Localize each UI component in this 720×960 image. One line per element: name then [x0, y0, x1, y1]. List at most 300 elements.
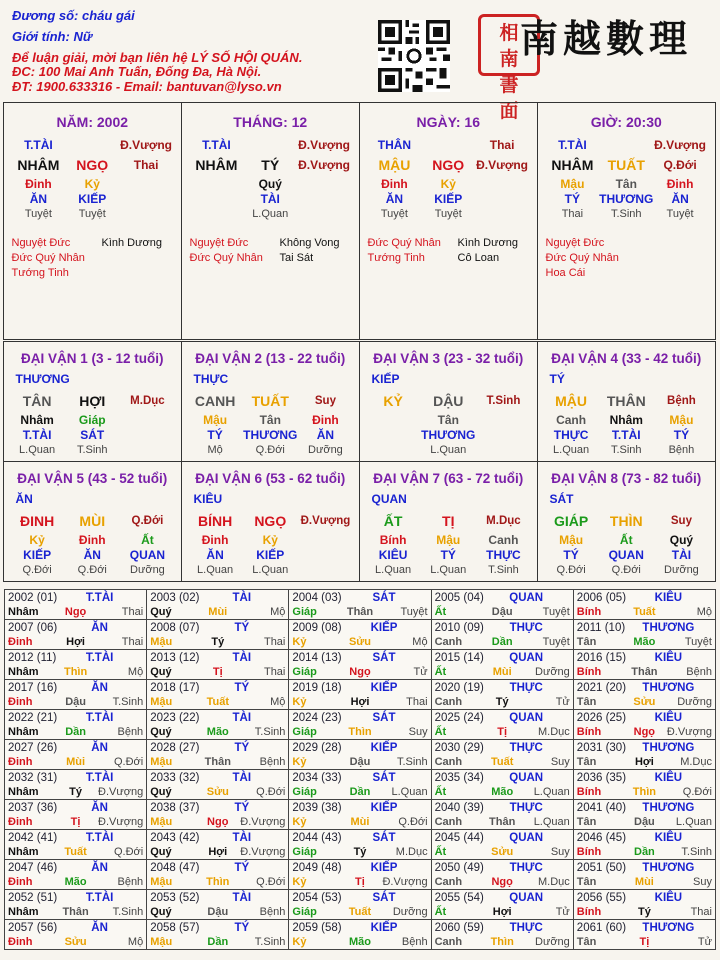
hidden-s: Tân — [437, 412, 459, 427]
year-label: 2046 (45) — [576, 832, 627, 844]
year-cell[interactable] — [5, 860, 147, 890]
year-stem: Ất — [434, 666, 447, 678]
year-branch: Ngọ — [491, 876, 513, 888]
hidden-row — [544, 413, 710, 428]
year-branch: Thìn — [206, 876, 230, 888]
year-cell[interactable] — [5, 590, 147, 620]
year-line1 — [435, 921, 570, 935]
year-cell[interactable] — [432, 890, 574, 920]
year-line1 — [292, 741, 427, 755]
year-cell[interactable] — [432, 770, 574, 800]
year-stem: Canh — [434, 936, 463, 948]
year-cell[interactable] — [289, 680, 431, 710]
hidden-g — [119, 192, 173, 207]
year-line1 — [435, 801, 570, 815]
hidden-row — [12, 207, 174, 222]
pillar-0[interactable] — [3, 102, 183, 340]
year-cell[interactable] — [147, 920, 289, 950]
luck-god: SÁT — [549, 491, 574, 506]
year-stem: Mậu — [150, 756, 173, 768]
luck-period-title: ĐẠI VẬN 1 (3 - 12 tuổi) — [20, 350, 164, 366]
year-cell[interactable] — [432, 680, 574, 710]
year-cell[interactable] — [147, 800, 289, 830]
god-row — [368, 138, 530, 153]
year-cell[interactable] — [5, 830, 147, 860]
hidden-row — [366, 413, 532, 428]
pillar-1[interactable] — [181, 102, 361, 340]
year-label: 2026 (25) — [576, 712, 627, 724]
year-god: ĂN — [91, 682, 108, 694]
four-pillars-panel — [4, 102, 716, 340]
earthly-branch: TUẤT — [251, 392, 289, 409]
year-cell[interactable] — [289, 890, 431, 920]
year-god: THƯƠNG — [642, 682, 695, 694]
year-line2 — [577, 635, 712, 649]
hidden-s — [119, 177, 173, 192]
year-god: T.TÀI — [85, 892, 114, 904]
year-cell[interactable] — [147, 710, 289, 740]
year-cell[interactable] — [5, 710, 147, 740]
pillar-title: NGÀY: 16 — [416, 114, 481, 130]
luck-period-2[interactable] — [181, 341, 361, 462]
year-cell[interactable] — [574, 740, 716, 770]
growth-state: M.Dục — [486, 514, 521, 527]
year-state: Bệnh — [259, 756, 286, 768]
year-branch: Tuất — [64, 846, 87, 858]
year-stem: Đinh — [8, 636, 33, 648]
hidden-s: Kỷ — [440, 177, 456, 191]
seal-char: 相 — [499, 22, 519, 44]
year-stem: Mậu — [150, 876, 173, 888]
year-branch: Tuất — [633, 606, 656, 618]
year-cell[interactable] — [289, 710, 431, 740]
year-cell[interactable] — [432, 740, 574, 770]
year-cell[interactable] — [289, 860, 431, 890]
hidden-row — [190, 177, 352, 192]
year-label: 2054 (53) — [292, 892, 342, 904]
year-line1 — [577, 771, 712, 785]
year-state: Tuyệt — [684, 636, 712, 648]
hidden-row — [366, 443, 532, 458]
year-line1 — [292, 861, 427, 875]
hidden-s: Canh — [556, 412, 587, 427]
year-line2 — [8, 695, 143, 709]
hidden-st: Dưỡng — [130, 563, 165, 576]
year-cell[interactable] — [432, 620, 574, 650]
year-line2 — [577, 875, 712, 889]
hidden-row — [546, 207, 708, 222]
year-cell[interactable] — [289, 920, 431, 950]
year-cell[interactable] — [147, 680, 289, 710]
gender: Giới tính: Nữ — [12, 29, 93, 44]
year-cell[interactable] — [574, 920, 716, 950]
year-label: 2014 (13) — [292, 652, 342, 664]
hidden-row — [10, 413, 176, 428]
shensha-star: Nguyệt Đức — [189, 237, 249, 249]
qr-code-icon[interactable] — [378, 20, 450, 92]
year-branch: Tị — [70, 816, 81, 828]
year-cell[interactable] — [432, 710, 574, 740]
year-line2 — [150, 815, 285, 829]
year-label: 2018 (17) — [150, 682, 200, 694]
year-cell[interactable] — [432, 830, 574, 860]
year-god: ĂN — [91, 922, 108, 934]
year-stem: Tân — [576, 816, 597, 828]
year-branch: Tý — [69, 786, 82, 798]
year-branch: Hợi — [492, 906, 512, 918]
year-state: Bệnh — [259, 906, 286, 918]
year-cell[interactable] — [147, 650, 289, 680]
year-label: 2043 (42) — [150, 832, 200, 844]
hidden-g: T.TÀI — [611, 427, 641, 442]
luck-period-3[interactable] — [359, 341, 539, 462]
year-line2 — [150, 845, 285, 859]
luck-period-6[interactable] — [181, 461, 361, 582]
hidden-s — [297, 177, 351, 192]
year-state: Đ.Vượng — [666, 726, 712, 738]
year-stem: Kỷ — [292, 816, 307, 828]
year-cell[interactable] — [147, 830, 289, 860]
year-god: TÀI — [232, 892, 252, 904]
year-god: THỰC — [509, 622, 543, 634]
hidden-row — [544, 548, 710, 563]
year-branch: Mão — [491, 786, 514, 798]
hidden-g — [475, 192, 529, 207]
year-line2 — [435, 695, 570, 709]
hidden-row — [366, 428, 532, 443]
year-state: Tử — [413, 666, 428, 678]
year-line2 — [577, 725, 712, 739]
hidden-row — [366, 533, 532, 548]
luck-period-1[interactable] — [3, 341, 183, 462]
year-line1 — [292, 651, 427, 665]
year-cell[interactable] — [574, 680, 716, 710]
hidden-g — [297, 192, 351, 207]
year-stem: Nhâm — [8, 726, 39, 738]
year-label: 2013 (12) — [150, 652, 200, 664]
stem-branch-row — [188, 511, 354, 531]
hidden-row — [366, 563, 532, 578]
hidden-s — [366, 413, 421, 428]
hidden-s: Ất — [141, 532, 154, 547]
shensha-star: Đức Quý Nhân — [545, 252, 619, 264]
heavenly-stem: ĐINH — [19, 512, 55, 529]
year-line2 — [435, 875, 570, 889]
heavenly-stem: MẬU — [555, 392, 588, 409]
shensha-row — [368, 236, 530, 251]
year-god: TÝ — [234, 802, 250, 814]
year-stem: Bính — [576, 846, 602, 858]
year-line1 — [8, 801, 143, 815]
year-branch: Dần — [491, 636, 513, 648]
seal-char: 面 — [499, 100, 519, 122]
year-cell[interactable] — [5, 890, 147, 920]
year-cell[interactable] — [289, 620, 431, 650]
luck-god: KIẾP — [371, 371, 400, 386]
year-branch: Mão — [206, 726, 229, 738]
year-stem: Ất — [434, 846, 447, 858]
year-cell[interactable] — [5, 620, 147, 650]
luck-period-5[interactable] — [3, 461, 183, 582]
year-branch: Ngọ — [207, 816, 229, 828]
hidden-st: Q.Đới — [255, 443, 285, 456]
year-branch: Hợi — [66, 636, 85, 648]
year-label: 2058 (57) — [150, 922, 200, 934]
hidden-s — [476, 413, 531, 428]
year-line2 — [577, 935, 712, 949]
year-cell[interactable] — [289, 650, 431, 680]
year-label: 2019 (18) — [292, 682, 342, 694]
hidden-s: Đinh — [666, 177, 694, 191]
year-cell[interactable] — [574, 770, 716, 800]
year-god: TÝ — [234, 742, 250, 754]
luck-period-title: ĐẠI VẬN 3 (23 - 32 tuổi) — [373, 350, 524, 366]
pillar-2[interactable] — [359, 102, 539, 340]
hidden-row — [188, 563, 354, 578]
year-cell[interactable] — [289, 740, 431, 770]
shensha-row — [546, 251, 708, 266]
hidden-g: THƯƠNG — [243, 427, 298, 442]
luck-period-4[interactable] — [537, 341, 717, 462]
heavenly-stem: NHÂM — [551, 157, 594, 173]
year-branch: Thìn — [632, 786, 656, 798]
year-cell[interactable] — [432, 590, 574, 620]
year-cell[interactable] — [574, 860, 716, 890]
year-state: Q.Đới — [256, 876, 286, 888]
year-line2 — [8, 755, 143, 769]
hidden-s: Quý — [669, 532, 694, 547]
shensha-star: Đức Quý Nhân — [189, 252, 263, 264]
branch-god — [421, 138, 475, 153]
year-cell[interactable] — [574, 800, 716, 830]
year-line2 — [435, 725, 570, 739]
pillar-3[interactable] — [537, 102, 717, 340]
year-cell[interactable] — [432, 860, 574, 890]
year-line2 — [577, 665, 712, 679]
year-branch: Dần — [634, 846, 655, 858]
year-cell[interactable] — [5, 800, 147, 830]
hidden-row — [368, 192, 530, 207]
year-branch: Hợi — [208, 846, 228, 858]
year-stem: Đinh — [8, 816, 33, 828]
phase: Đ.Vượng — [654, 138, 707, 152]
year-branch: Thân — [204, 756, 231, 768]
year-label: 2033 (32) — [150, 772, 200, 784]
year-god: QUAN — [509, 592, 544, 604]
year-label: 2056 (55) — [576, 892, 627, 904]
year-state: Q.Đới — [113, 846, 144, 858]
year-line1 — [577, 921, 712, 935]
year-branch: Sửu — [206, 786, 229, 798]
year-cell[interactable] — [147, 890, 289, 920]
year-god: SÁT — [372, 712, 396, 724]
year-cell[interactable] — [289, 830, 431, 860]
year-line1 — [150, 801, 285, 815]
year-branch: Tuất — [490, 756, 514, 768]
hidden-row — [188, 443, 354, 458]
branch-god — [243, 138, 297, 153]
year-state: T.Sinh — [254, 936, 286, 948]
year-branch: Ngọ — [349, 666, 371, 678]
year-stem: Tân — [576, 756, 597, 768]
year-cell[interactable] — [289, 800, 431, 830]
year-cell[interactable] — [5, 740, 147, 770]
year-line1 — [8, 591, 143, 605]
year-line1 — [435, 621, 570, 635]
year-branch: Thân — [346, 606, 374, 618]
year-line1 — [150, 861, 285, 875]
year-line2 — [577, 845, 712, 859]
year-state: L.Quan — [391, 786, 428, 798]
hidden-g: ĂN — [206, 547, 224, 562]
year-cell[interactable] — [574, 620, 716, 650]
hidden-s: Đinh — [312, 412, 339, 427]
heavenly-stem: CANH — [194, 392, 236, 409]
year-cell[interactable] — [432, 800, 574, 830]
year-god: THƯƠNG — [642, 802, 695, 814]
shensha-row — [546, 266, 708, 281]
year-god: THỰC — [509, 922, 543, 934]
year-state: Thai — [121, 636, 144, 648]
year-cell[interactable] — [574, 890, 716, 920]
year-branch: Tị — [212, 666, 223, 678]
year-stem: Giáp — [292, 606, 317, 618]
hidden-st — [298, 563, 353, 578]
year-branch: Tý — [353, 846, 367, 858]
shensha-star: Nguyệt Đức — [545, 237, 605, 249]
year-cell[interactable] — [147, 590, 289, 620]
year-state: M.Dục — [395, 846, 428, 858]
year-state: T.Sinh — [112, 906, 144, 918]
god-row — [546, 138, 708, 153]
year-state: M.Dục — [538, 726, 570, 738]
year-cell[interactable] — [574, 590, 716, 620]
year-label: 2047 (46) — [8, 862, 58, 874]
year-line2 — [292, 845, 427, 859]
shensha-star: Tai Sát — [279, 252, 314, 264]
earthly-branch: TỊ — [442, 512, 455, 529]
hidden-s: Đinh — [201, 532, 229, 547]
shensha-list — [368, 236, 530, 266]
hidden-g — [476, 428, 531, 443]
luck-period-title: ĐẠI VẬN 6 (53 - 62 tuổi) — [195, 470, 346, 486]
year-cell[interactable] — [147, 740, 289, 770]
year-god: T.TÀI — [85, 652, 114, 664]
stem-branch-row — [10, 511, 176, 531]
year-stem: Đinh — [8, 876, 33, 888]
year-cell[interactable] — [432, 920, 574, 950]
hidden-s: Mậu — [436, 532, 461, 547]
year-line1 — [8, 651, 143, 665]
hidden-row — [190, 207, 352, 222]
seal-char: 書 — [499, 74, 519, 96]
year-cell[interactable] — [5, 650, 147, 680]
year-stem: Bính — [576, 786, 602, 798]
year-line1 — [435, 681, 570, 695]
hidden-st — [119, 207, 173, 222]
year-state: L.Quan — [533, 786, 570, 798]
year-stem: Kỷ — [292, 696, 307, 708]
hidden-s: Giáp — [78, 412, 106, 427]
year-branch: Sửu — [491, 846, 514, 858]
shensha-row — [546, 236, 708, 251]
luck-period-7[interactable] — [359, 461, 539, 582]
year-god: THỰC — [509, 682, 543, 694]
year-line2 — [435, 755, 570, 769]
year-cell[interactable] — [5, 770, 147, 800]
year-label: 2042 (41) — [8, 832, 58, 844]
year-branch: Mùi — [634, 876, 654, 888]
year-state: Thai — [406, 696, 428, 708]
hidden-st — [366, 443, 421, 458]
year-branch: Mùi — [208, 606, 228, 618]
hidden-g: TÀI — [260, 192, 280, 206]
year-stem: Giáp — [292, 726, 317, 738]
stem-branch-row — [366, 391, 532, 411]
year-cell[interactable] — [289, 770, 431, 800]
year-god: T.TÀI — [85, 712, 114, 724]
shensha-row — [12, 236, 174, 251]
hidden-g: ĂN — [385, 192, 404, 206]
year-stem: Nhâm — [8, 906, 39, 918]
stem-god: T.TÀI — [24, 138, 53, 152]
pillar-title: GIỜ: 20:30 — [590, 114, 662, 130]
year-label: 2053 (52) — [150, 892, 200, 904]
year-cell[interactable] — [432, 650, 574, 680]
year-stem: Mậu — [150, 636, 173, 648]
year-line2 — [577, 605, 712, 619]
hidden-s — [298, 533, 353, 548]
branch-god — [599, 138, 653, 153]
hidden-st: Mộ — [207, 443, 223, 456]
year-cell[interactable] — [147, 860, 289, 890]
year-stem: Bính — [576, 666, 602, 678]
year-label: 2012 (11) — [8, 652, 57, 664]
year-cell[interactable] — [5, 920, 147, 950]
year-cell[interactable] — [574, 650, 716, 680]
year-cell[interactable] — [574, 710, 716, 740]
year-cell[interactable] — [289, 590, 431, 620]
hidden-st — [120, 443, 175, 458]
year-cell[interactable] — [147, 770, 289, 800]
year-cell[interactable] — [5, 680, 147, 710]
earthly-branch: NGỌ — [76, 157, 109, 173]
shensha-star: Nguyệt Đức — [11, 237, 71, 249]
year-state: Tử — [555, 906, 570, 918]
year-line1 — [435, 651, 570, 665]
year-line1 — [292, 681, 427, 695]
hidden-g: ĂN — [316, 427, 335, 442]
hidden-row — [368, 177, 530, 192]
year-line1 — [435, 891, 570, 905]
contact-invite: Để luận giải, mời bạn liên hệ LÝ SỐ HỘI QUÁN. — [12, 50, 303, 65]
year-state: Bệnh — [686, 666, 712, 678]
hidden-st: L.Quan — [430, 443, 467, 456]
year-line1 — [292, 831, 427, 845]
luck-period-8[interactable] — [537, 461, 717, 582]
stem-branch-row — [10, 391, 176, 411]
year-cell[interactable] — [147, 620, 289, 650]
growth-state: Suy — [314, 394, 336, 407]
year-cell[interactable] — [574, 830, 716, 860]
year-line2 — [8, 815, 143, 829]
year-state: Dưỡng — [535, 666, 570, 678]
annual-luck-table — [4, 589, 716, 950]
year-state: L.Quan — [533, 816, 570, 828]
year-stem: Quý — [150, 726, 172, 738]
year-line1 — [577, 681, 712, 695]
shensha-star: Kình Dương — [101, 237, 162, 249]
